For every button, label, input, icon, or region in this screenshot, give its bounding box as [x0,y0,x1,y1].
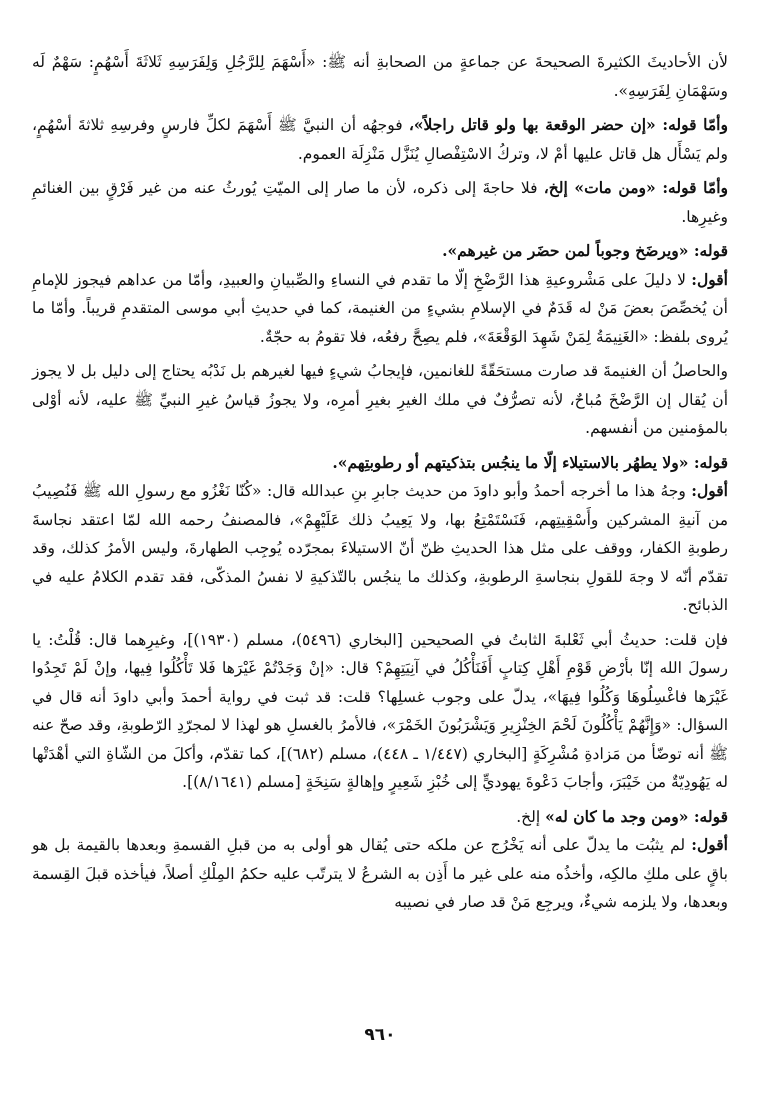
paragraph-2-text: فوجهُه أن النبيَّ ﷺ أَسْهَمَ لكلِّ فارسٍ وفرسِهِ ثلاثةَ أسْهُمٍ، ولم يَسْأَل هل قاتل عليها أمْ لا، وتركُ الاسْتِفْصالِ يُنَزَّل مَنْزِلَة العموم. [32,116,728,163]
page-body [32,48,728,917]
paragraph-5 [32,266,728,352]
paragraph-11-lead: أقول: [691,835,728,854]
paragraph-4 [32,237,728,266]
paragraph-9-text: فإن قلت: حديثُ أبي ثَعْلبةَ الثابتُ في الصحيحين [البخاري (٥٤٩٦)، مسلم (١٩٣٠)]، وغيرِهما قال: قُلْتُ: يا رسولَ الله إنّا بأرْضِ قَوْمِ أَهْلِ كِتابٍ أَفَنَأْكُلُ في آنِيَتِهِمْ؟ قال: «إنْ وَجَدْتُمْ غَيْرَها فَلا تَأْكُلُوا فِيها، وإنْ لَمْ تَجِدُوا غَيْرَها فاغْسِلُوهَا وَكُلُوا فِيهَا»، يدلّ على وجوب غسلِها؟ قلت: قد ثبت في رواية أحمدَ وأبي داودَ أنه قال في السؤال: «وَإِنَّهُمْ يَأْكُلُونَ لَحْمَ الخِنْزِيرِ وَيَشْرَبُونَ الخَمْرَ»، فالأمرُ بالغسلِ هو لهذا لا لمجرّدِ الرّطوبةِ، وقد صحّ عنه ﷺ أنه توضّأ من مَزادةِ مُشْرِكَةٍ [البخاري (١/٤٤٧ ـ ٤٤٨)، مسلم (٦٨٢)]، كما تقدّم، وأكلَ من الشّاةِ التي أهْدَتْها له يَهُودِيّةٌ من خَيْبَرَ، وأجابَ دَعْوةَ يهوديٍّ إلى خُبْزِ شَعِيرٍ وإهالةٍ سَنِخَةٍ [مسلم (٨/١٦٤١)]. [32,630,728,791]
paragraph-8 [32,477,728,620]
paragraph-5-lead: أقول: [691,269,728,289]
paragraph-8-lead: أقول: [691,481,728,500]
page-number: ٩٦٠ [364,1025,396,1045]
paragraph-3 [32,174,728,231]
paragraph-6-text: والحاصلُ أن الغنيمةَ قد صارت مستحَقّةً للغانمين، فإيجابُ شيءٍ فيها لغيرهم بل نَدْبُه يحتاج إلى دليل بل لا يجوز أن يُقال إن الرَّضْخَ مُباحٌ، لأنه تصرُّفٌ في ملك الغيرِ بغيرِ أمرِه، ولا يجوزُ قياسُ غيرِ النبيِّ ﷺ عليه، لأنه أوْلى بالمؤمنين من أنفسهم. [32,362,728,437]
paragraph-1 [32,48,728,105]
paragraph-3-text: فلا حاجةَ إلى ذكره، لأن ما صار إلى الميّتِ يُورثُ عنه من غير فَرْقٍ بين الغنائمِ وغيرِها. [32,179,728,226]
paragraph-11 [32,831,728,917]
paragraph-8-text: وجهُ هذا ما أخرجه أحمدُ وأبو داودَ من حديث جابرِ بنِ عبدالله قال: «كُنّا نَغْزُو مع رسولِ الله ﷺ فَنُصِيبُ من آنيةِ المشركين وأَسْقِيتِهم، فَنَسْتَمْتِعُ بها، ولا يَعِيبُ ذلك عَلَيْهِمْ»، فالمصنفُ رحمه الله لمّا اعتقد نجاسةَ رطوبةِ الكفار، ووقف على مثل هذا الحديثِ ظنّ أنّ الاستيلاءَ بمجرّده يُوجِب الطهارةَ، وليس الأمرُ كذلك، وقد تقدّم أنّه لا وجهَ للقولِ بنجاسةِ الرطوبةِ، وكذلك ما ينجُس بالتّذكيةِ لا نفسُ المذكّى، فقد تقدم الكلامُ عليه في الذبائح. [32,482,728,614]
paragraph-7-lead: قوله: «ولا يطهُر بالاستيلاء إلّا ما ينجُس بتذكيتهم أو رطوبتِهم». [332,452,728,472]
paragraph-6 [32,357,728,443]
paragraph-3-lead: وأمّا قوله: «ومن مات» إلخ، [543,178,728,197]
paragraph-2-lead: وأمّا قوله: «إن حضر الوقعة بها ولو قاتل راجلاً»، [408,115,728,134]
paragraph-4-lead: قوله: «ويرضَخ وجوباً لمن حضَر من غيرهم». [442,241,728,260]
paragraph-1-text: لأن الأحاديثَ الكثيرةَ الصحيحةَ عن جماعةٍ من الصحابةِ أنه ﷺ: «أَسْهَمَ لِلرَّجُلِ وَلِفَرَسِهِ ثَلاثَةَ أَسْهُمٍ: سَهْمٌ لَه وسَهْمَانِ لِفَرَسِهِ». [32,53,728,100]
paragraph-10 [32,803,728,832]
paragraph-10-text: إلخ. [516,807,546,826]
paragraph-7 [32,449,728,478]
paragraph-9 [32,626,728,797]
paragraph-10-lead: قوله: «ومن وجد ما كان له» [545,806,728,826]
paragraph-11-text: لم يثبُت ما يدلّ على أنه يَخْرُج عن ملكه حتى يُقال هو أولى به من قبلِ القسمةِ وبعدها بالقيمة بل هو باقٍ على ملكِ مالكِه، وأخذُه منه على غير ما أَذِن به الشرعُ لا يترتّب عليه حكمُ المِلْكِ أصلاً، فيأخذه قبلَ القِسمة وبعدها، ولا يلزمه شيءٌ، ويرجِع مَنْ قد صار في نصيبه [32,836,728,911]
paragraph-5-text: لا دليلَ على مَشْروعيةِ هذا الرَّضْخِ إلّا ما تقدم في النساءِ والصِّبيانِ والعبيدِ، وأمّا من عداهم فيجوز للإمامِ أن يُخصِّصَ بعضَ مَنْ له قَدَمٌ في الإسلامِ بشيءٍ من الغنيمة، كما في حديثِ أبي موسى المتقدمِ قريباً. وأمّا ما يُروى بلفظ: «الغَنِيمَةُ لِمَنْ شَهِدَ الوَقْعَةَ»، فلم يصِحَّ رفعُه، فلا تقومُ به حجّةٌ. [32,270,728,346]
paragraph-2 [32,111,728,168]
